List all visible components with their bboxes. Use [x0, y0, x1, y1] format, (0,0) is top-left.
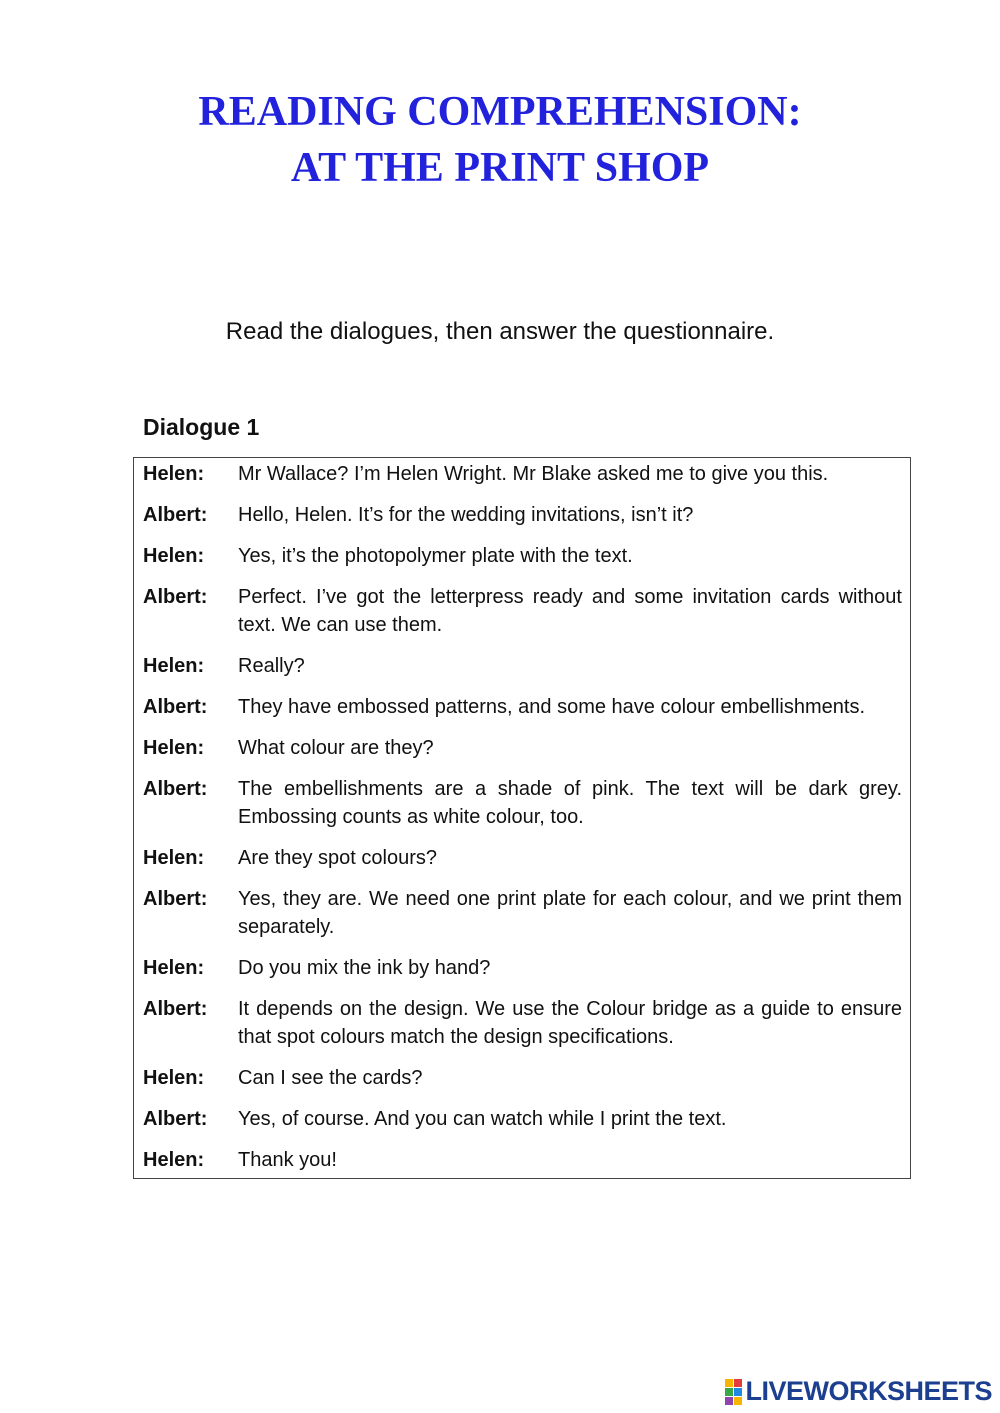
- dialogue-line: [134, 734, 910, 762]
- dialogue-line: [134, 652, 910, 680]
- liveworksheets-logo-icon: [725, 1379, 742, 1405]
- speaker-name: Helen:: [143, 1149, 205, 1171]
- speaker-name: Albert:: [143, 1108, 208, 1130]
- speaker-name: Helen:: [143, 1067, 205, 1089]
- utterance-text: Hello, Helen. It’s for the wedding invitations, isn’t it?: [238, 504, 694, 526]
- liveworksheets-logo: [725, 1376, 992, 1407]
- speaker-name: Helen:: [143, 737, 205, 759]
- dialogue-line: [134, 844, 910, 872]
- dialogue-line: [134, 460, 910, 488]
- dialogue-line: [134, 885, 910, 941]
- instructions: Read the dialogues, then answer the questionnaire.: [225, 318, 775, 345]
- utterance-text: The embellishments are a shade of pink. The text will be dark grey. Embossing counts as white colour, too.: [238, 778, 902, 828]
- utterance-text: Can I see the cards?: [238, 1067, 423, 1089]
- title-line-1: READING COMPREHENSION:: [198, 89, 802, 135]
- utterance-text: Really?: [238, 655, 305, 677]
- utterance-text: Yes, they are. We need one print plate for each colour, and we print them separately.: [238, 888, 902, 938]
- dialogue-line: [134, 501, 910, 529]
- dialogue-line: [134, 1064, 910, 1092]
- utterance-text: Do you mix the ink by hand?: [238, 957, 491, 979]
- utterance-text: Perfect. I’ve got the letterpress ready and some invitation cards without text. We can use them.: [238, 586, 902, 636]
- title-line-2: AT THE PRINT SHOP: [290, 145, 710, 191]
- speaker-name: Helen:: [143, 463, 205, 485]
- utterance-text: Yes, it’s the photopolymer plate with the text.: [238, 545, 633, 567]
- speaker-name: Helen:: [143, 655, 205, 677]
- dialogue-line: [134, 1146, 910, 1174]
- logo-text: LIVEWORKSHEETS: [745, 1376, 992, 1406]
- dialogue-line: [134, 995, 910, 1051]
- dialogue-line: [134, 693, 910, 721]
- dialogue-line: [134, 1105, 910, 1133]
- speaker-name: Albert:: [143, 586, 208, 608]
- speaker-name: Helen:: [143, 957, 205, 979]
- utterance-text: Yes, of course. And you can watch while I print the text.: [238, 1108, 727, 1130]
- utterance-text: Are they spot colours?: [238, 847, 437, 869]
- utterance-text: Thank you!: [238, 1149, 337, 1171]
- dialogue-line: [134, 583, 910, 639]
- speaker-name: Helen:: [143, 847, 205, 869]
- utterance-text: What colour are they?: [238, 737, 434, 759]
- speaker-name: Albert:: [143, 998, 208, 1020]
- speaker-name: Albert:: [143, 778, 208, 800]
- speaker-name: Helen:: [143, 545, 205, 567]
- speaker-name: Albert:: [143, 888, 208, 910]
- speaker-name: Albert:: [143, 696, 208, 718]
- dialogue-line: [134, 954, 910, 982]
- dialogue-line: [134, 542, 910, 570]
- dialogue-heading: Dialogue 1: [143, 414, 260, 440]
- dialogue-line: [134, 775, 910, 831]
- worksheet-title: [0, 84, 1000, 196]
- utterance-text: They have embossed patterns, and some have colour embellishments.: [238, 696, 866, 718]
- utterance-text: It depends on the design. We use the Colour bridge as a guide to ensure that spot colours match the design specifications.: [238, 998, 902, 1048]
- dialogue-box: [133, 457, 911, 1179]
- speaker-name: Albert:: [143, 504, 208, 526]
- utterance-text: Mr Wallace? I’m Helen Wright. Mr Blake asked me to give you this.: [238, 463, 829, 485]
